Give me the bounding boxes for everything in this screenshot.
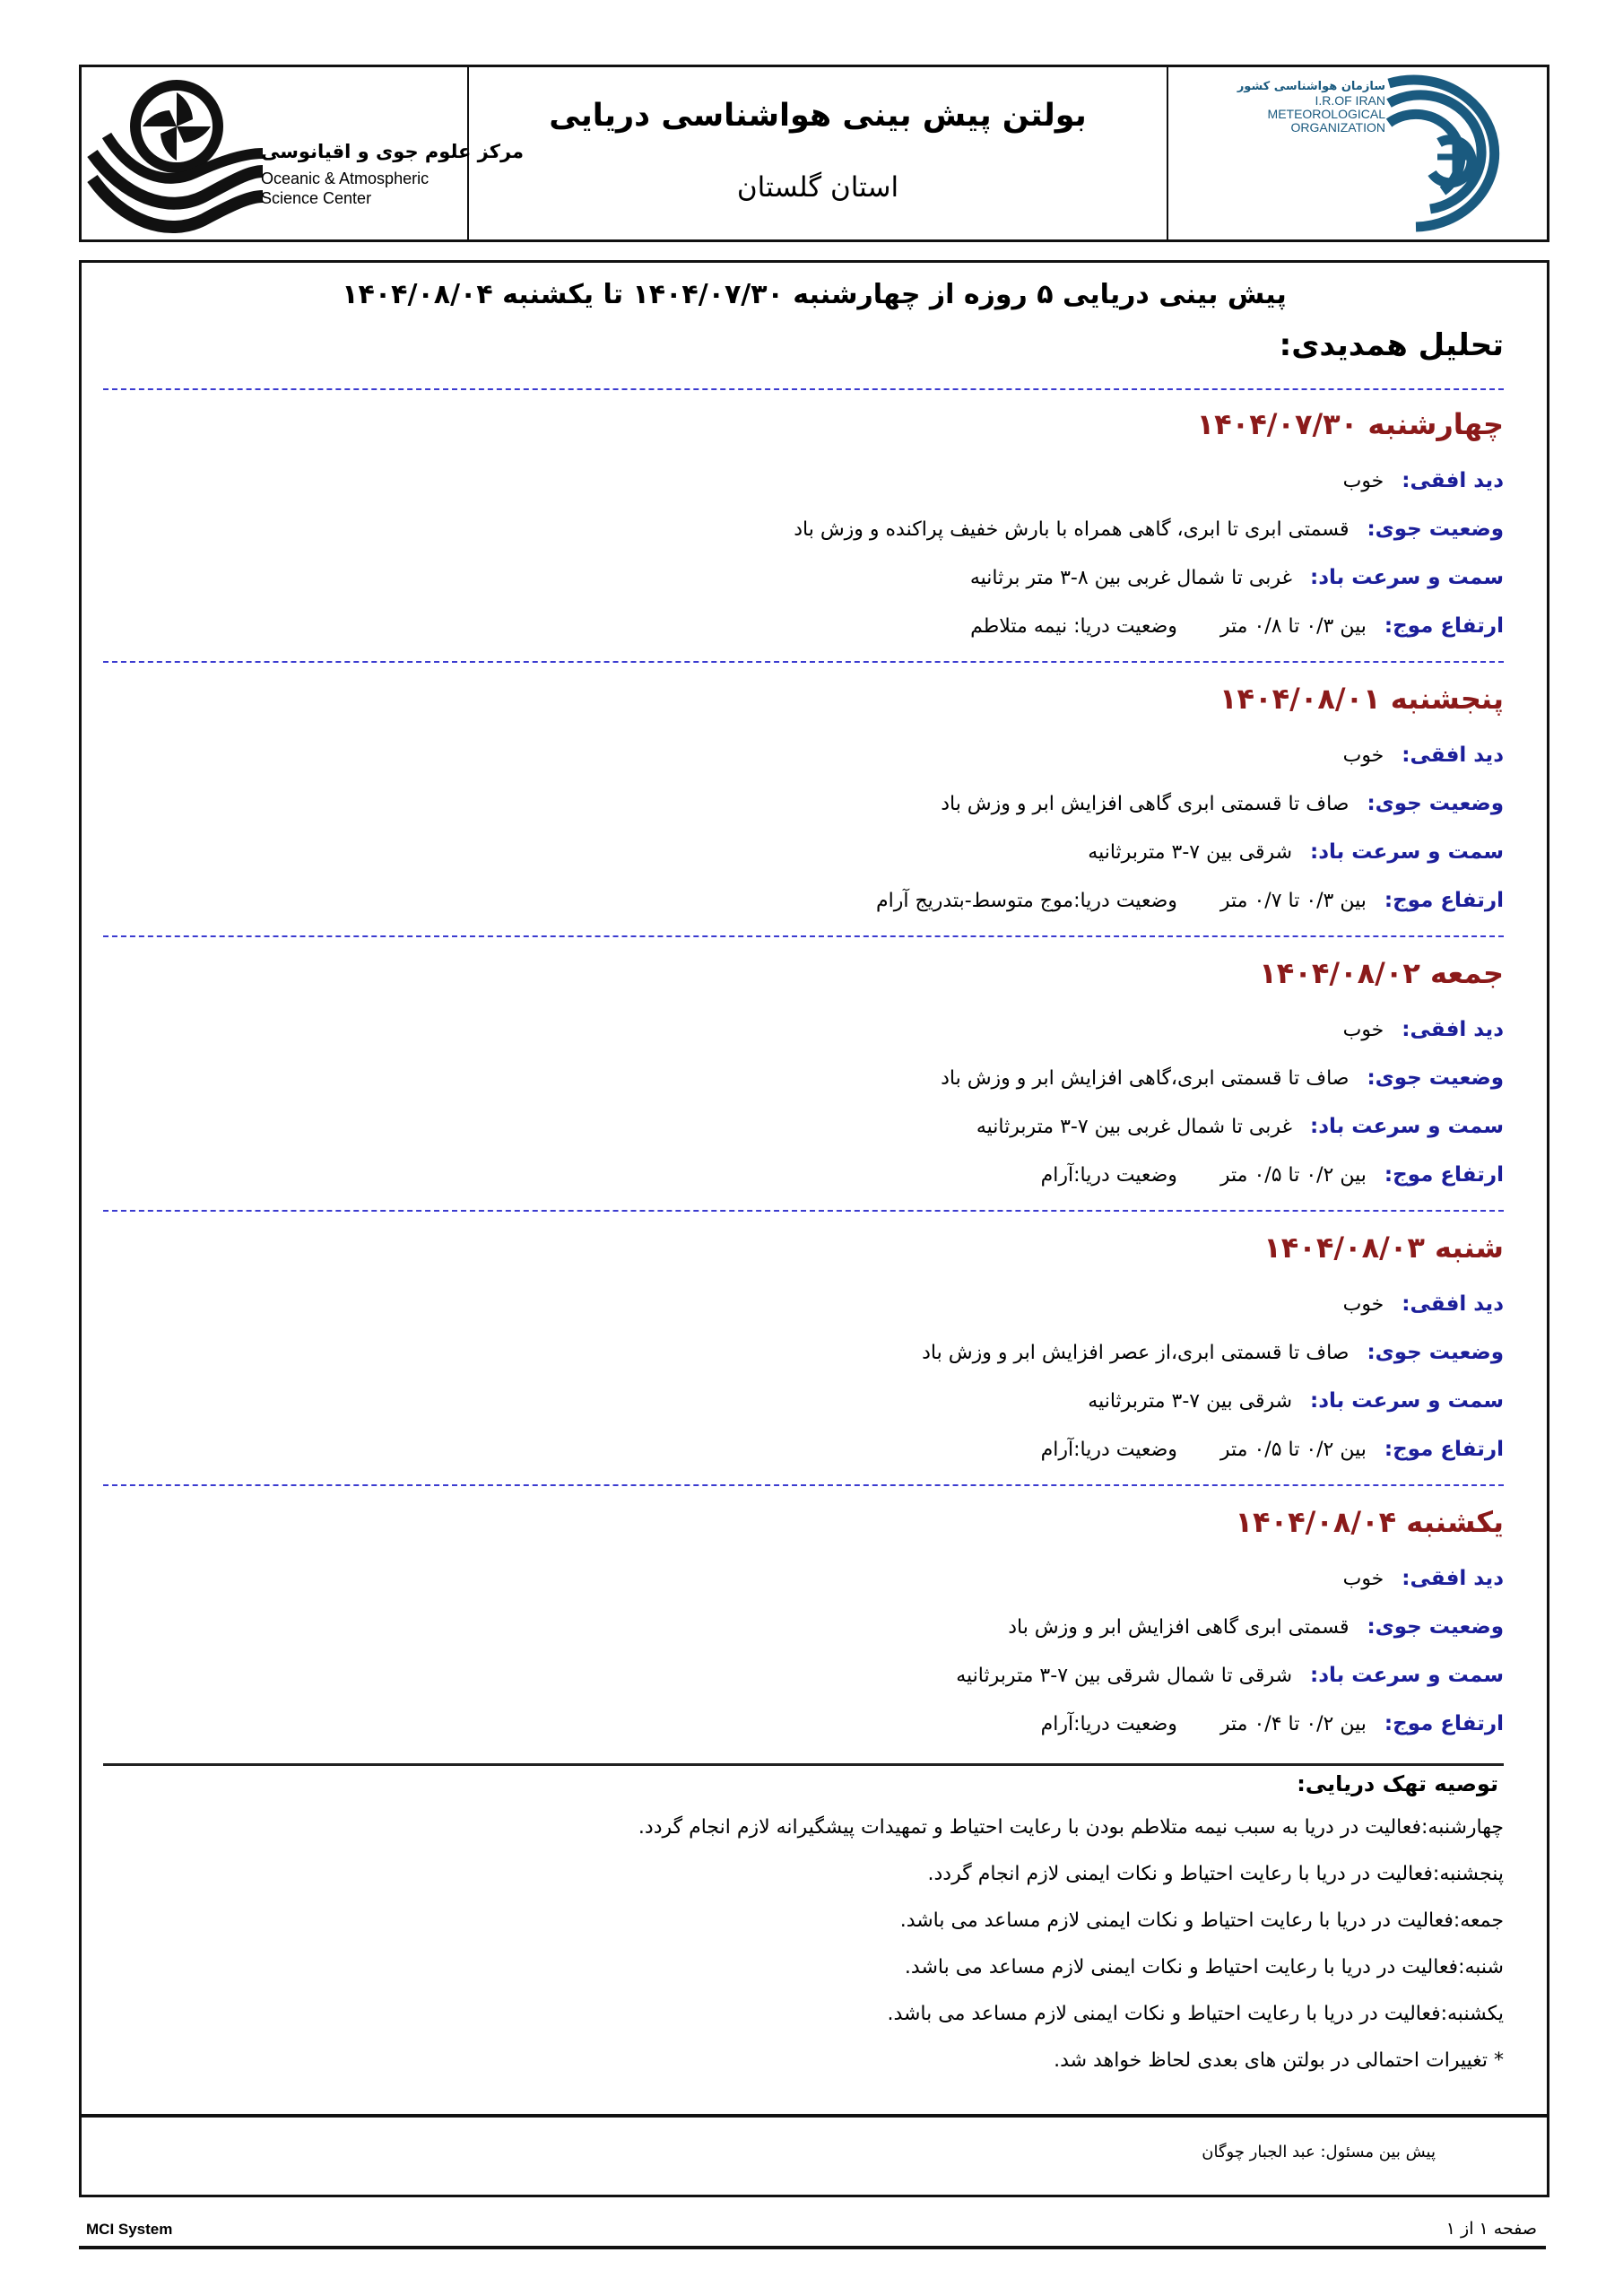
weather-label: وضعیت جوی: [1367, 1615, 1504, 1639]
visibility-value: خوب [1342, 470, 1384, 492]
weather-value: صاف تا قسمتی ابری گاهی افزایش ابر و وزش باد [941, 793, 1350, 815]
wave-label: ارتفاع موج: [1384, 1438, 1504, 1461]
weather-row [103, 505, 1504, 553]
wave-label: ارتفاع موج: [1384, 1712, 1504, 1735]
oasc-name-fa: مرکز علوم جوی و اقیانوسی [261, 141, 525, 162]
visibility-label: دید افقی: [1402, 1567, 1504, 1590]
day-forecast [103, 1497, 1504, 1748]
visibility-row [103, 457, 1504, 505]
advice-divider [103, 1763, 1504, 1766]
wind-label: سمت و سرعت باد: [1310, 840, 1504, 864]
sea-state-value: وضعیت دریا:آرام [1040, 1713, 1177, 1735]
advice-item: چهارشنبه:فعالیت در دریا به سبب نیمه متلاطم بودن با رعایت احتیاط و تمهیدات پیشگیرانه لازم انجام گردد. [638, 1816, 1504, 1839]
wind-label: سمت و سرعت باد: [1310, 1115, 1504, 1138]
wave-row [103, 1425, 1504, 1474]
wave-row [103, 602, 1504, 650]
day-title: جمعه ۱۴۰۴/۰۸/۰۲ [1259, 956, 1504, 990]
oasc-name-en-line1: Oceanic & Atmospheric [261, 170, 430, 187]
weather-row [103, 1603, 1504, 1651]
day-title: پنجشنبه ۱۴۰۴/۰۸/۰۱ [1219, 682, 1504, 716]
wave-row [103, 1151, 1504, 1199]
visibility-value: خوب [1342, 1293, 1384, 1316]
wind-value: غربی تا شمال غربی بین ۷-۳ متربرثانیه [976, 1116, 1293, 1138]
irimo-logo-icon [1380, 73, 1532, 234]
oasc-name-en-line2: Science Center [261, 189, 372, 207]
forecaster-name: پیش بین مسئول: عبد الجبار چوگان [1202, 2143, 1436, 2161]
weather-label: وضعیت جوی: [1367, 1066, 1504, 1090]
advice-item: پنجشنبه:فعالیت در دریا با رعایت احتیاط و نکات ایمنی لازم انجام گردد. [927, 1863, 1504, 1885]
oasc-logo-cell [82, 67, 525, 239]
wave-value: بین ۰/۲ تا ۰/۵ متر [1219, 1164, 1367, 1187]
advice-item: جمعه:فعالیت در دریا با رعایت احتیاط و نکات ایمنی لازم مساعد می باشد. [899, 1909, 1504, 1932]
weather-label: وضعیت جوی: [1367, 1341, 1504, 1364]
wind-label: سمت و سرعت باد: [1310, 566, 1504, 589]
wind-row [103, 1377, 1504, 1425]
wave-row [103, 876, 1504, 925]
wind-value: غربی تا شمال غربی بین ۸-۳ متر برثانیه [969, 567, 1293, 589]
irimo-name-en-line2: METEOROLOGICAL [1267, 107, 1385, 121]
wind-row [103, 1102, 1504, 1151]
wind-value: شرقی تا شمال شرقی بین ۷-۳ متربرثانیه [956, 1665, 1293, 1687]
visibility-row [103, 731, 1504, 779]
dashed-divider [103, 388, 1504, 390]
bulletin-title: بولتن پیش بینی هواشناسی دریایی [549, 98, 1087, 134]
irimo-logo-cell [1168, 67, 1547, 239]
visibility-row [103, 1005, 1504, 1054]
advice-item: شنبه:فعالیت در دریا با رعایت احتیاط و نکات ایمنی لازم مساعد می باشد. [904, 1956, 1504, 1979]
synoptic-analysis-label: تحلیل همدیدی: [1279, 327, 1504, 363]
day-forecast [103, 399, 1504, 650]
wave-value: بین ۰/۲ تا ۰/۴ متر [1219, 1713, 1367, 1735]
wave-label: ارتفاع موج: [1384, 614, 1504, 638]
header-title-cell [469, 67, 1168, 239]
bulletin-header [79, 65, 1549, 242]
irimo-name-en-line3: ORGANIZATION [1290, 120, 1385, 135]
wind-value: شرقی بین ۷-۳ متربرثانیه [1088, 1390, 1293, 1413]
dashed-divider [103, 661, 1504, 663]
oasc-name-en [261, 169, 429, 208]
day-forecast [103, 948, 1504, 1199]
footer-system: MCI System [86, 2221, 173, 2238]
weather-value: صاف تا قسمتی ابری،گاهی افزایش ابر و وزش باد [941, 1067, 1350, 1090]
advice-title: توصیه تهک دریایی: [1297, 1771, 1498, 1796]
sea-state-value: وضعیت دریا:آرام [1040, 1439, 1177, 1461]
dashed-divider [103, 1210, 1504, 1212]
dashed-divider [103, 1484, 1504, 1486]
visibility-row [103, 1554, 1504, 1603]
page-number: صفحه ۱ از ۱ [1445, 2219, 1537, 2239]
forecast-period-title: پیش بینی دریایی ۵ روزه از چهارشنبه ۱۴۰۴/۰۷/۳۰ تا یکشنبه ۱۴۰۴/۰۸/۰۴ [342, 279, 1287, 310]
sea-state-value: وضعیت دریا:موج متوسط-بتدریج آرام [875, 890, 1177, 912]
day-forecast [103, 674, 1504, 925]
forecast-panel [79, 260, 1549, 2117]
wave-label: ارتفاع موج: [1384, 1163, 1504, 1187]
day-title: شنبه ۱۴۰۴/۰۸/۰۳ [1263, 1231, 1504, 1265]
advice-item: یکشنبه:فعالیت در دریا با رعایت احتیاط و نکات ایمنی لازم مساعد می باشد. [887, 2003, 1504, 2025]
irimo-name-en-line1: I.R.OF IRAN [1315, 93, 1385, 108]
weather-label: وضعیت جوی: [1367, 792, 1504, 815]
day-forecast [103, 1222, 1504, 1474]
signature-box [79, 2115, 1549, 2197]
advice-note: * تغییرات احتمالی در بولتن های بعدی لحاظ خواهد شد. [1054, 2049, 1504, 2072]
dashed-divider [103, 935, 1504, 937]
weather-row [103, 1054, 1504, 1102]
visibility-label: دید افقی: [1402, 1018, 1504, 1041]
sea-state-value: وضعیت دریا: نیمه متلاطم [970, 615, 1177, 638]
wind-row [103, 828, 1504, 876]
wind-row [103, 553, 1504, 602]
visibility-label: دید افقی: [1402, 1292, 1504, 1316]
wind-value: شرقی بین ۷-۳ متربرثانیه [1088, 841, 1293, 864]
sea-state-value: وضعیت دریا:آرام [1040, 1164, 1177, 1187]
irimo-name-en [1268, 94, 1385, 135]
oasc-logo-icon [87, 71, 266, 241]
wind-row [103, 1651, 1504, 1700]
visibility-value: خوب [1342, 744, 1384, 767]
wave-value: بین ۰/۲ تا ۰/۵ متر [1219, 1439, 1367, 1461]
weather-value: قسمتی ابری گاهی افزایش ابر و وزش باد [1008, 1616, 1350, 1639]
visibility-value: خوب [1342, 1019, 1384, 1041]
weather-row [103, 1328, 1504, 1377]
weather-row [103, 779, 1504, 828]
day-title: یکشنبه ۱۴۰۴/۰۸/۰۴ [1235, 1505, 1504, 1539]
visibility-label: دید افقی: [1402, 469, 1504, 492]
wind-label: سمت و سرعت باد: [1310, 1664, 1504, 1687]
visibility-row [103, 1280, 1504, 1328]
wave-row [103, 1700, 1504, 1748]
weather-value: صاف تا قسمتی ابری،از عصر افزایش ابر و وزش باد [922, 1342, 1350, 1364]
weather-label: وضعیت جوی: [1367, 517, 1504, 541]
wave-value: بین ۰/۳ تا ۰/۷ متر [1219, 890, 1367, 912]
wave-value: بین ۰/۳ تا ۰/۸ متر [1219, 615, 1367, 638]
visibility-label: دید افقی: [1402, 744, 1504, 767]
irimo-name-fa: سازمان هواشناسی کشور [1237, 80, 1385, 93]
province-name: استان گلستان [736, 171, 899, 204]
footer-rule [79, 2246, 1546, 2249]
weather-value: قسمتی ابری تا ابری، گاهی همراه با بارش خفیف پراکنده و وزش باد [794, 518, 1350, 541]
visibility-value: خوب [1342, 1568, 1384, 1590]
day-title: چهارشنبه ۱۴۰۴/۰۷/۳۰ [1196, 407, 1504, 441]
wind-label: سمت و سرعت باد: [1310, 1389, 1504, 1413]
wave-label: ارتفاع موج: [1384, 889, 1504, 912]
